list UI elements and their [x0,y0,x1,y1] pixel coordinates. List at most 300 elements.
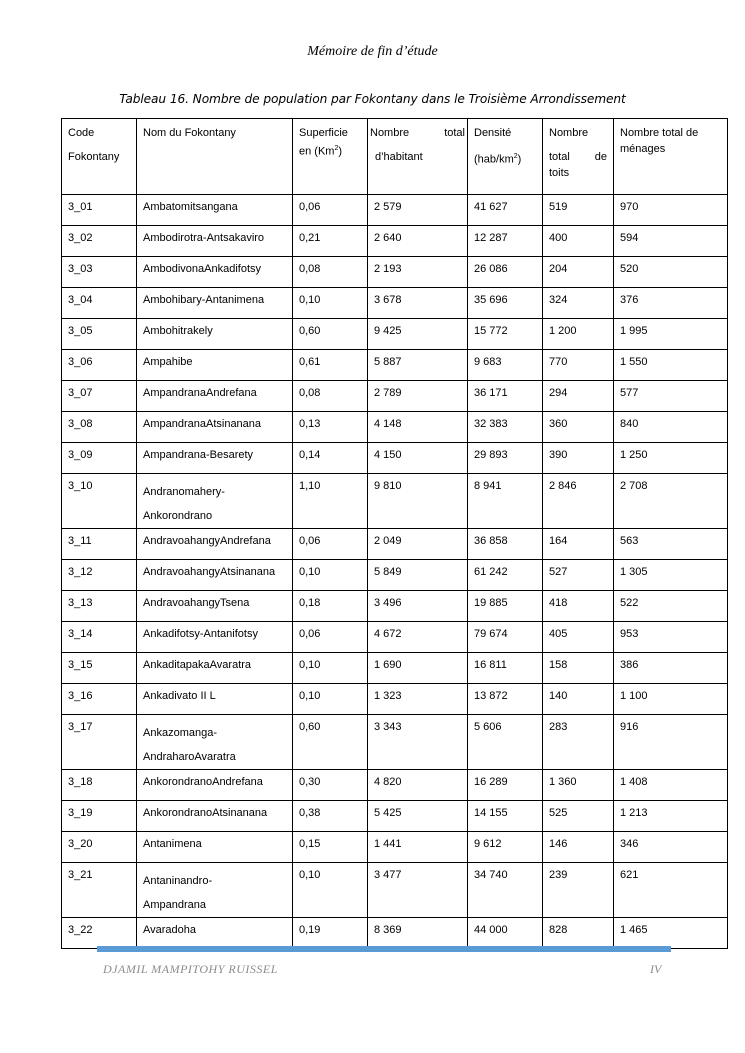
cell-code [62,195,137,226]
cell-value: 5 425 [374,807,402,819]
cell-value: 36 171 [474,387,508,399]
cell-men [614,529,728,560]
cell-value: AndravoahangyTsena [143,597,250,609]
cell-men [614,918,728,949]
cell-toits [543,832,614,863]
cell-value: Ankadifotsy-Antanifotsy [143,628,258,640]
cell-value: AnkorondranoAtsinanana [143,807,268,819]
cell-men [614,863,728,918]
cell-value: 1 213 [620,807,648,819]
cell-nom [137,288,293,319]
cell-men [614,560,728,591]
cell-code [62,381,137,412]
cell-value: 1 465 [620,924,648,936]
table-row [62,319,728,350]
cell-nom [137,529,293,560]
cell-value: 2 640 [374,232,402,244]
cell-den [468,918,543,949]
cell-nom [137,319,293,350]
table-row [62,474,728,529]
cell-value: Ambatomitsangana [143,201,238,213]
cell-value: 9 810 [374,480,402,492]
cell-value: 0,18 [299,597,321,609]
cell-code [62,863,137,918]
cell-value: Ambohitrakely [143,325,213,337]
cell-men [614,257,728,288]
cell-den [468,560,543,591]
header-superficie-close: ) [338,145,343,158]
cell-den [468,257,543,288]
cell-toits [543,288,614,319]
cell-value: 828 [549,924,568,936]
cell-value: 4 820 [374,776,402,788]
header-toits-line2 [549,149,607,165]
cell-value: 0,60 [299,325,321,337]
cell-toits [543,653,614,684]
cell-value: 346 [620,838,639,850]
cell-hab [368,412,468,443]
cell-value: Ampahibe [143,356,193,368]
cell-value: 8 941 [474,480,502,492]
header-nom [137,119,293,195]
cell-value: 1 360 [549,776,577,788]
table-row [62,770,728,801]
cell-nom [137,653,293,684]
cell-value: 3 496 [374,597,402,609]
cell-men [614,288,728,319]
table-row [62,529,728,560]
cell-value: AnkorondranoAndrefana [143,776,263,788]
cell-men [614,443,728,474]
cell-value: 1,10 [299,480,321,492]
cell-value: 1 408 [620,776,648,788]
cell-code [62,288,137,319]
cell-value: 525 [549,807,568,819]
cell-value: 16 289 [474,776,508,788]
cell-sup [293,288,368,319]
cell-code [62,257,137,288]
cell-value: 3_04 [68,294,93,306]
cell-value: 294 [549,387,568,399]
cell-value: 577 [620,387,639,399]
cell-den [468,684,543,715]
cell-sup [293,412,368,443]
cell-code [62,715,137,770]
cell-value: Ambodirotra-Antsakaviro [143,232,265,244]
table-row [62,412,728,443]
cell-den [468,591,543,622]
cell-nom [137,770,293,801]
cell-toits [543,715,614,770]
cell-value: Ankadivato II L [143,690,216,702]
cell-nom [137,257,293,288]
cell-den [468,622,543,653]
cell-value: 239 [549,869,568,881]
cell-code [62,474,137,529]
cell-value: 2 049 [374,535,402,547]
cell-men [614,591,728,622]
cell-toits [543,591,614,622]
cell-value: 146 [549,838,568,850]
cell-code [62,529,137,560]
table-row [62,918,728,949]
cell-value: 400 [549,232,568,244]
table-row [62,715,728,770]
cell-value: 3_18 [68,776,93,788]
cell-value: 61 242 [474,566,508,578]
cell-sup [293,195,368,226]
cell-den [468,474,543,529]
cell-value: 13 872 [474,690,508,702]
cell-nom-line: AndraharoAvaratra [143,751,236,763]
cell-value: 0,60 [299,721,321,733]
cell-den [468,443,543,474]
cell-den [468,288,543,319]
cell-value: 3_20 [68,838,93,850]
cell-men [614,226,728,257]
header-densite-exponent: 2 [513,153,518,160]
cell-toits [543,257,614,288]
cell-value: 3_10 [68,480,93,492]
cell-sup [293,653,368,684]
cell-hab [368,350,468,381]
cell-toits [543,560,614,591]
cell-code [62,653,137,684]
cell-value: 0,38 [299,807,321,819]
cell-value: 3_03 [68,263,93,275]
cell-nom [137,381,293,412]
cell-den [468,381,543,412]
cell-value: 204 [549,263,568,275]
table-row [62,653,728,684]
cell-men [614,801,728,832]
cell-den [468,715,543,770]
cell-hab [368,257,468,288]
cell-value: AndravoahangyAtsinanana [143,566,276,578]
cell-value: 283 [549,721,568,733]
cell-value: 1 323 [374,690,402,702]
cell-value: 3_15 [68,659,93,671]
header-superficie-unit: en (Km [299,145,335,158]
header-superficie-line1: Superficie [299,127,348,139]
cell-code [62,443,137,474]
cell-value: 0,19 [299,924,321,936]
cell-value: 1 995 [620,325,648,337]
cell-value: AnkaditapakaAvaratra [143,659,252,671]
table-row [62,832,728,863]
cell-nom [137,195,293,226]
cell-men [614,381,728,412]
table-row [62,350,728,381]
cell-value: 0,10 [299,566,321,578]
cell-sup [293,801,368,832]
cell-nom [137,684,293,715]
header-densite-unit: (hab/km [474,153,514,166]
cell-value: 3_22 [68,924,93,936]
cell-code [62,770,137,801]
cell-value: 324 [549,294,568,306]
cell-value: 527 [549,566,568,578]
table-row [62,288,728,319]
header-toits [543,119,614,195]
cell-sup [293,832,368,863]
cell-code [62,350,137,381]
cell-sup [293,381,368,412]
table-caption: Tableau 16. Nombre de population par Fokontany dans le Troisième Arrondissement [119,92,626,106]
cell-men [614,412,728,443]
cell-men [614,715,728,770]
cell-value: 621 [620,869,639,881]
cell-value: 3_06 [68,356,93,368]
cell-sup [293,715,368,770]
cell-sup [293,560,368,591]
cell-code [62,622,137,653]
cell-code [62,412,137,443]
cell-value: 953 [620,628,639,640]
cell-value: 3_17 [68,721,93,733]
table-row [62,195,728,226]
cell-nom-line: Antaninandro- [143,875,213,887]
page-header-title: Mémoire de fin d’étude [307,44,438,59]
cell-hab [368,474,468,529]
cell-value: 0,21 [299,232,321,244]
header-densite [468,119,543,195]
header-code-line1: Code [68,127,95,139]
cell-nom [137,443,293,474]
cell-men [614,832,728,863]
cell-value: 16 811 [474,659,507,671]
cell-hab [368,226,468,257]
cell-sup [293,529,368,560]
cell-sup [293,684,368,715]
cell-men [614,319,728,350]
cell-value: 14 155 [474,807,508,819]
cell-value: AmpandranaAndrefana [143,387,257,399]
cell-value: 3 477 [374,869,402,881]
cell-hab [368,288,468,319]
cell-value: 26 086 [474,263,508,275]
table-row [62,560,728,591]
cell-toits [543,863,614,918]
cell-men [614,622,728,653]
cell-value: 360 [549,418,568,430]
cell-value: 3_11 [68,535,92,547]
cell-sup [293,591,368,622]
cell-value: 522 [620,597,639,609]
cell-value: 0,14 [299,449,321,461]
cell-sup [293,770,368,801]
cell-value: 3_14 [68,628,93,640]
cell-sup [293,918,368,949]
cell-value: 418 [549,597,568,609]
cell-hab [368,443,468,474]
cell-hab [368,863,468,918]
cell-den [468,195,543,226]
cell-value: 36 858 [474,535,508,547]
cell-value: Avaradoha [143,924,197,936]
cell-value: 840 [620,418,639,430]
cell-toits [543,350,614,381]
cell-value: Antanimena [143,838,202,850]
header-menages-label: Nombre total de ménages [620,127,699,155]
cell-nom [137,591,293,622]
cell-value: 594 [620,232,639,244]
cell-value: 519 [549,201,568,213]
footer-page-number: IV [650,962,662,976]
table-row [62,257,728,288]
cell-code [62,226,137,257]
table-row [62,863,728,918]
cell-sup [293,350,368,381]
cell-sup [293,257,368,288]
cell-hab [368,801,468,832]
cell-den [468,226,543,257]
cell-nom [137,863,293,918]
cell-value: 3_16 [68,690,93,702]
cell-value: 1 441 [374,838,402,850]
header-habitants-word2: total [444,127,465,139]
cell-value: 9 425 [374,325,402,337]
cell-toits [543,918,614,949]
header-code-line2: Fokontany [68,151,120,163]
cell-value: 29 893 [474,449,508,461]
cell-value: 1 550 [620,356,648,368]
cell-nom [137,832,293,863]
header-toits-line3: toits [549,167,570,179]
cell-value: 8 369 [374,924,402,936]
cell-value: 0,61 [299,356,321,368]
cell-value: 3 678 [374,294,402,306]
cell-value: 916 [620,721,639,733]
cell-hab [368,319,468,350]
cell-nom [137,715,293,770]
cell-code [62,684,137,715]
cell-value: 1 305 [620,566,648,578]
cell-sup [293,443,368,474]
cell-value: 3_09 [68,449,93,461]
cell-den [468,801,543,832]
table-row [62,381,728,412]
header-menages [614,119,728,195]
cell-code [62,918,137,949]
cell-nom-line: Ankorondrano [143,510,213,522]
table-row [62,443,728,474]
cell-hab [368,560,468,591]
cell-den [468,770,543,801]
cell-code [62,801,137,832]
header-code [62,119,137,195]
cell-value: 970 [620,201,639,213]
cell-nom [137,560,293,591]
cell-hab [368,653,468,684]
cell-value: 12 287 [474,232,508,244]
cell-value: 4 672 [374,628,402,640]
cell-value: 3_13 [68,597,93,609]
cell-hab [368,622,468,653]
cell-value: 32 383 [474,418,508,430]
cell-value: 4 150 [374,449,402,461]
cell-hab [368,684,468,715]
cell-hab [368,770,468,801]
cell-value: 2 708 [620,480,648,492]
cell-value: 3_02 [68,232,93,244]
cell-nom [137,918,293,949]
cell-den [468,832,543,863]
table-row [62,801,728,832]
cell-value: 0,08 [299,387,321,399]
cell-toits [543,319,614,350]
header-densite-line1: Densité [474,127,512,139]
cell-value: 19 885 [474,597,508,609]
cell-value: 520 [620,263,639,275]
cell-value: 0,08 [299,263,321,275]
cell-sup [293,863,368,918]
cell-code [62,832,137,863]
cell-value: 5 606 [474,721,502,733]
cell-value: 35 696 [474,294,508,306]
cell-value: 3_08 [68,418,93,430]
header-superficie-line2 [299,141,361,160]
footer-author: DJAMIL MAMPITOHY RUISSEL [103,962,278,976]
header-densite-close: ) [517,153,522,166]
cell-hab [368,195,468,226]
cell-men [614,653,728,684]
cell-toits [543,226,614,257]
cell-toits [543,529,614,560]
cell-value: 0,10 [299,294,321,306]
cell-value: Ambohibary-Antanimena [143,294,265,306]
cell-value: 0,06 [299,628,321,640]
table-row [62,622,728,653]
cell-value: 9 612 [474,838,502,850]
cell-sup [293,226,368,257]
cell-den [468,653,543,684]
header-habitants [368,119,468,195]
cell-men [614,195,728,226]
cell-value: 164 [549,535,568,547]
cell-value: 4 148 [374,418,402,430]
cell-nom [137,474,293,529]
cell-hab [368,591,468,622]
cell-value: 770 [549,356,568,368]
population-table [61,118,728,949]
cell-value: 0,15 [299,838,321,850]
cell-value: 0,10 [299,869,321,881]
cell-value: AmpandranaAtsinanana [143,418,262,430]
cell-value: 405 [549,628,568,640]
header-habitants-line1 [370,125,465,141]
cell-value: 34 740 [474,869,508,881]
cell-value: 1 250 [620,449,648,461]
table-header-row [62,119,728,195]
cell-value: 2 846 [549,480,577,492]
header-nom-label: Nom du Fokontany [143,127,236,139]
cell-toits [543,381,614,412]
cell-value: 9 683 [474,356,502,368]
cell-value: 390 [549,449,568,461]
cell-toits [543,801,614,832]
cell-value: Ampandrana-Besarety [143,449,254,461]
cell-value: 3_01 [68,201,93,213]
cell-den [468,412,543,443]
cell-toits [543,684,614,715]
header-habitants-word1: Nombre [370,127,410,139]
header-superficie [293,119,368,195]
cell-men [614,350,728,381]
cell-hab [368,381,468,412]
cell-value: 1 200 [549,325,577,337]
cell-toits [543,443,614,474]
